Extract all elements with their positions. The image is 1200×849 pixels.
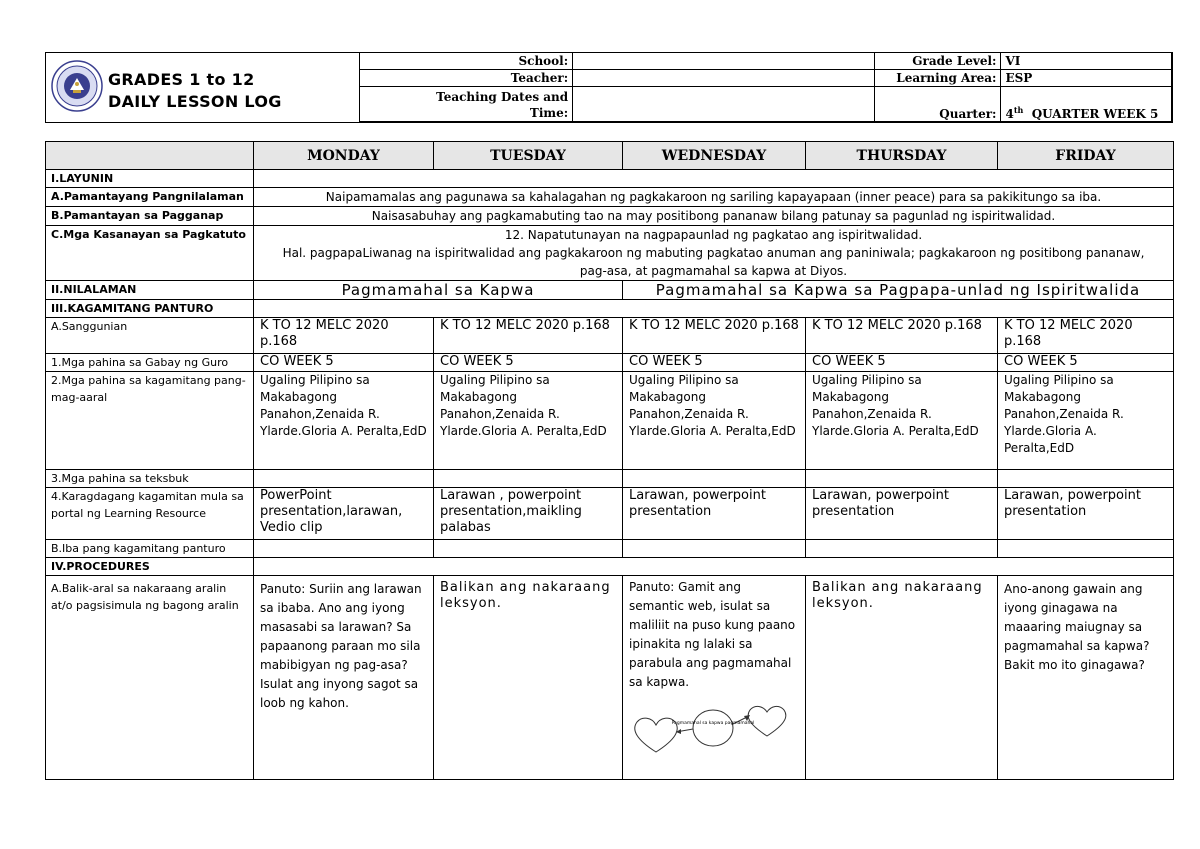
karagdagang-tuesday: Larawan , powerpoint presentation,maikling palabas — [434, 488, 623, 540]
gabay-label: 1.Mga pahina sa Gabay ng Guro — [46, 354, 254, 372]
balik-aral-wednesday-text: Panuto: Gamit ang semantic web, isulat sa maliliit na puso kung paano ipinakita ng lalaki sa parabula ang pagmamahal sa kapwa. — [629, 580, 796, 689]
days-header-row — [46, 142, 1174, 170]
title-line-1: GRADES 1 to 12 — [108, 70, 255, 89]
teaching-dates-label-line1: Teaching Dates and — [436, 90, 569, 104]
sanggunian-row — [46, 318, 1174, 354]
iba-row — [46, 540, 1174, 558]
day-header-friday: FRIDAY — [998, 142, 1174, 170]
kagamitan-row — [46, 300, 1174, 318]
karagdagang-row — [46, 488, 1174, 540]
corner-cell — [46, 142, 254, 170]
balik-aral-row — [46, 576, 1174, 780]
day-header-wednesday: WEDNESDAY — [623, 142, 806, 170]
lesson-log-header — [45, 52, 1173, 123]
pagganap-row — [46, 207, 1174, 226]
mag-aaral-friday: Ugaling Pilipino sa Makabagong Panahon,Zenaida R. Ylarde.Gloria A. Peralta,EdD — [998, 372, 1174, 470]
gabay-wednesday: CO WEEK 5 — [623, 354, 806, 372]
balik-aral-thursday: Balikan ang nakaraang leksyon. — [806, 576, 998, 780]
procedures-row — [46, 558, 1174, 576]
sanggunian-label: A.Sanggunian — [46, 318, 254, 354]
header-info-table — [359, 52, 1172, 122]
procedures-label: IV.PROCEDURES — [46, 558, 254, 576]
teksbuk-row — [46, 470, 1174, 488]
gabay-monday: CO WEEK 5 — [254, 354, 434, 372]
kasanayan-value — [254, 226, 1174, 281]
mag-aaral-row — [46, 372, 1174, 470]
balik-aral-label: A.Balik-aral sa nakaraang aralin at/o pagsisimula ng bagong aralin — [46, 576, 254, 780]
gabay-friday: CO WEEK 5 — [998, 354, 1174, 372]
iba-wednesday — [623, 540, 806, 558]
iba-friday — [998, 540, 1174, 558]
teksbuk-tuesday — [434, 470, 623, 488]
mag-aaral-tuesday: Ugaling Pilipino sa Makabagong Panahon,Zenaida R. Ylarde.Gloria A. Peralta,EdD — [434, 372, 623, 470]
sanggunian-tuesday: K TO 12 MELC 2020 p.168 — [434, 318, 623, 354]
quarter-value[interactable] — [1001, 87, 1172, 122]
sanggunian-thursday: K TO 12 MELC 2020 p.168 — [806, 318, 998, 354]
title-line-2: DAILY LESSON LOG — [108, 92, 282, 111]
mag-aaral-label: 2.Mga pahina sa kagamitang pang-mag-aaral — [46, 372, 254, 470]
day-header-monday: MONDAY — [254, 142, 434, 170]
pangnilalaman-row — [46, 188, 1174, 207]
sanggunian-wednesday: K TO 12 MELC 2020 p.168 — [623, 318, 806, 354]
procedures-value — [254, 558, 1174, 576]
kasanayan-label: C.Mga Kasanayan sa Pagkatuto — [46, 226, 254, 281]
balik-aral-tuesday: Balikan ang nakaraang leksyon. — [434, 576, 623, 780]
pangnilalaman-value: Naipamamalas ang pagunawa sa kahalagahan ng pagkakaroon ng sariling kapayapaan (inner peace) para sa pakikitungo sa iba. — [254, 188, 1174, 207]
learning-area-label: Learning Area: — [874, 70, 1001, 87]
deped-seal-icon — [51, 60, 103, 112]
teaching-dates-label — [360, 87, 573, 122]
teksbuk-wednesday — [623, 470, 806, 488]
teaching-dates-label-line2: Time: — [529, 106, 569, 120]
kasanayan-line-3: pag-asa, at pagmamahal sa kapwa at Diyos. — [579, 264, 848, 278]
mag-aaral-monday: Ugaling Pilipino sa Makabagong Panahon,Zenaida R. Ylarde.Gloria A. Peralta,EdD — [254, 372, 434, 470]
nilalaman-label: II.NILALAMAN — [46, 281, 254, 300]
pagganap-label: B.Pamantayan sa Pagganap — [46, 207, 254, 226]
karagdagang-monday: PowerPoint presentation,larawan, Vedio clip — [254, 488, 434, 540]
kasanayan-row — [46, 226, 1174, 281]
teksbuk-friday — [998, 470, 1174, 488]
gabay-tuesday: CO WEEK 5 — [434, 354, 623, 372]
balik-aral-friday: Ano-anong gawain ang iyong ginagawa na maaaring maiugnay sa pagmamahal sa kapwa? Bakit mo ito ginagawa? — [998, 576, 1174, 780]
layunin-label: I.LAYUNIN — [46, 170, 254, 188]
mag-aaral-thursday: Ugaling Pilipino sa Makabagong Panahon,Zenaida R. Ylarde.Gloria A. Peralta,EdD — [806, 372, 998, 470]
karagdagang-thursday: Larawan, powerpoint presentation — [806, 488, 998, 540]
grade-level-label: Grade Level: — [874, 53, 1001, 70]
sanggunian-friday: K TO 12 MELC 2020 p.168 — [998, 318, 1174, 354]
kasanayan-line-1: 12. Napatutunayan na nagpapaunlad ng pagkatao ang ispiritwalidad. — [504, 228, 923, 242]
school-label: School: — [360, 53, 573, 70]
nilalaman-topic-b: Pagmamahal sa Kapwa sa Pagpapa-unlad ng Ispiritwalida — [623, 281, 1174, 300]
teksbuk-label: 3.Mga pahina sa teksbuk — [46, 470, 254, 488]
karagdagang-friday: Larawan, powerpoint presentation — [998, 488, 1174, 540]
pangnilalaman-label: A.Pamantayang Pangnilalaman — [46, 188, 254, 207]
layunin-row — [46, 170, 1174, 188]
teksbuk-monday — [254, 470, 434, 488]
teaching-dates-value[interactable] — [573, 87, 875, 122]
balik-aral-monday: Panuto: Suriin ang larawan sa ibaba. Ano ang iyong masasabi sa larawan? Sa papaanong paraan mo sila mabibigyan ng pag-asa? Isulat ang inyong sagot sa loob ng kahon. — [254, 576, 434, 780]
sanggunian-monday: K TO 12 MELC 2020 p.168 — [254, 318, 434, 354]
iba-label: B.Iba pang kagamitang panturo — [46, 540, 254, 558]
karagdagang-wednesday: Larawan, powerpoint presentation — [623, 488, 806, 540]
school-value[interactable] — [573, 53, 875, 70]
quarter-number: 4 — [1005, 107, 1014, 121]
kasanayan-line-2: Hal. pagpapaLiwanag na ispiritwalidad ang pagkakaroon ng mabuting pagkatao anuman ang paniniwala; pagkakaroon ng positibong pananaw, — [282, 246, 1145, 260]
gabay-thursday: CO WEEK 5 — [806, 354, 998, 372]
layunin-value — [254, 170, 1174, 188]
balik-aral-wednesday — [623, 576, 806, 780]
pagganap-value: Naisasabuhay ang pagkamabuting tao na may positibong pananaw bilang patunay sa pagunlad ng ispiritwalidad. — [254, 207, 1174, 226]
gabay-row — [46, 354, 1174, 372]
quarter-text: QUARTER WEEK 5 — [1031, 107, 1159, 121]
semantic-web-hearts-icon — [629, 696, 801, 776]
kagamitan-value — [254, 300, 1174, 318]
lesson-log-title — [108, 69, 282, 113]
teksbuk-thursday — [806, 470, 998, 488]
teacher-value[interactable] — [573, 70, 875, 87]
header-logo-cell — [46, 53, 359, 122]
grade-level-value[interactable]: VI — [1001, 53, 1172, 70]
semantic-web-center-text: Pagmamahal sa kapwa pagmamahal — [671, 721, 755, 726]
nilalaman-row — [46, 281, 1174, 300]
quarter-suffix: th — [1013, 105, 1024, 115]
iba-thursday — [806, 540, 998, 558]
quarter-label: Quarter: — [874, 87, 1001, 122]
day-header-tuesday: TUESDAY — [434, 142, 623, 170]
nilalaman-topic-a: Pagmamahal sa Kapwa — [254, 281, 623, 300]
daily-lesson-table — [45, 141, 1174, 780]
mag-aaral-wednesday: Ugaling Pilipino sa Makabagong Panahon,Zenaida R. Ylarde.Gloria A. Peralta,EdD — [623, 372, 806, 470]
iba-monday — [254, 540, 434, 558]
learning-area-value[interactable]: ESP — [1001, 70, 1172, 87]
kagamitan-label: III.KAGAMITANG PANTURO — [46, 300, 254, 318]
iba-tuesday — [434, 540, 623, 558]
karagdagang-label: 4.Karagdagang kagamitan mula sa portal ng Learning Resource — [46, 488, 254, 540]
teacher-label: Teacher: — [360, 70, 573, 87]
day-header-thursday: THURSDAY — [806, 142, 998, 170]
